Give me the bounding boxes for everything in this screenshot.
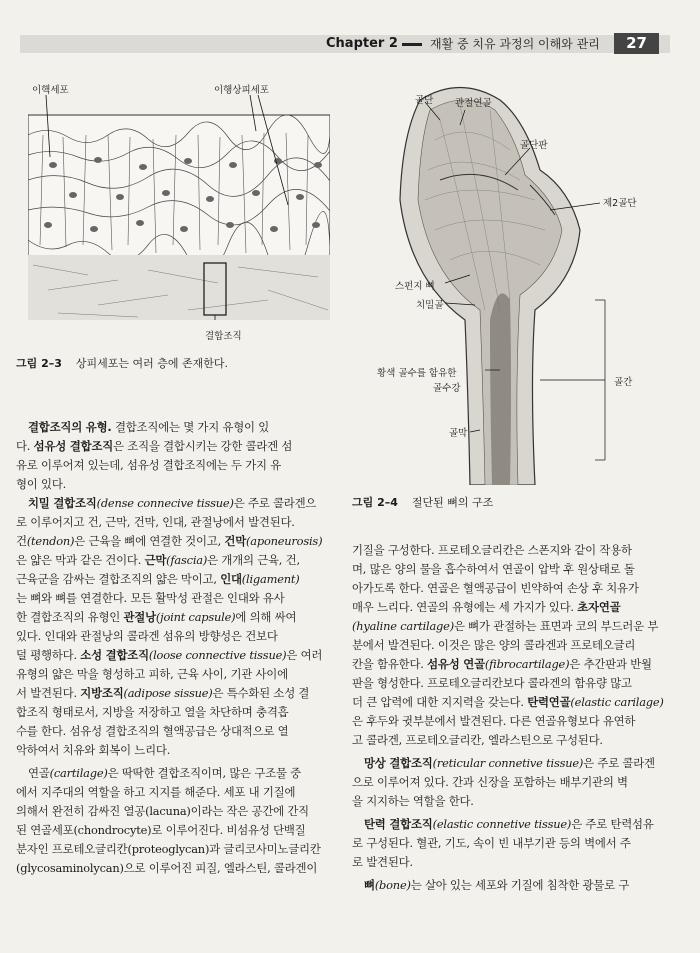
text-line: 유로 이루어져 있는데, 섬유성 결합조직에는 두 가지 유: [16, 458, 282, 472]
text-line: [352, 754, 655, 773]
term-en: (reticular connetive tissue): [432, 756, 584, 770]
header-dash: [402, 43, 422, 46]
text-line: 합조직 형태로서, 지방을 저장하고 열을 차단하며 충격흡: [16, 705, 289, 719]
text-line: 된 연골세포(chondrocyte)로 이루어진다. 비섬유성 단백질: [16, 823, 306, 837]
term: 섬유성 연골: [427, 657, 485, 671]
text-line: (glycosaminolycan)으로 이루어진 피질, 엘라스틴, 콜라겐이: [16, 861, 318, 875]
text: 근육군을 감싸는 결합조직의 얇은 막이고,: [16, 572, 221, 586]
bone-illustration: [340, 80, 685, 485]
text: 은 조직을 결합시키는 강한 콜라겐 섬: [113, 439, 293, 453]
text-line: 로 구성된다. 혈관, 기도, 속이 빈 내부기관 등의 벽에서 주: [352, 836, 631, 850]
term: 건막: [224, 534, 247, 548]
term: 지방조직: [80, 686, 124, 700]
text: 에 의해 싸여: [235, 610, 297, 624]
heading: 결합조직의 유형.: [28, 420, 112, 434]
term-en: (loose connective tissue): [148, 648, 287, 662]
term: 소성 결합조직: [80, 648, 149, 662]
text-line: 형이 있다.: [16, 477, 67, 491]
term-en: (cartilage): [49, 766, 108, 780]
text-line: [16, 646, 322, 665]
term: 인대: [220, 572, 242, 586]
term: 탄력 결합조직: [364, 817, 433, 831]
text: 건: [16, 534, 27, 548]
term-en: (tendon): [26, 534, 75, 548]
text-line: [16, 764, 301, 783]
caption-text: 상피세포는 여러 층에 존재한다.: [75, 357, 229, 370]
caption-text: 절단된 뼈의 구조: [411, 496, 494, 509]
page-number: 27: [614, 33, 659, 54]
text-line: 로 발견된다.: [352, 855, 413, 869]
text-line: 기질을 구성한다. 프로테오글리칸은 스폰지와 같이 작용하: [352, 543, 632, 557]
text-line: [16, 532, 322, 551]
text-line: 로 이루어지고 건, 근막, 건막, 인대, 관절낭에서 발견된다.: [16, 515, 295, 529]
text-line: 며, 많은 양의 물을 흡수하여서 연골이 압박 후 원상태로 돌: [352, 562, 635, 576]
term-en: (elastic carilage): [570, 695, 664, 709]
text: 매우 느리다. 연골의 유형에는 세 가지가 있다.: [352, 600, 578, 614]
text: 은 얇은 막과 같은 건이다.: [16, 553, 145, 567]
text-line: 의해서 완전히 감싸진 열공(lacuna)이라는 작은 공간에 간직: [16, 804, 309, 818]
text: 더 큰 압력에 대한 지지력을 갖는다.: [352, 695, 528, 709]
text: 연골: [28, 766, 50, 780]
text-line: 분에서 발견된다. 이것은 많은 양의 콜라겐과 프로테오글리: [352, 638, 636, 652]
text: 은 주로 콜라겐: [583, 756, 655, 770]
text-line: [352, 655, 652, 674]
text-line: [352, 617, 658, 636]
text-line: 유형의 얇은 막을 형성하고 피하, 근육 사이, 기관 사이에: [16, 667, 288, 681]
text: 칸을 함유한다.: [352, 657, 428, 671]
term-en: (aponeurosis): [246, 534, 323, 548]
text: 은 특수화된 소성 결: [212, 686, 310, 700]
label-spongy-bone: 스펀지 뼈: [395, 281, 435, 292]
epithelium-illustration: [28, 95, 330, 320]
term: 초자연골: [577, 600, 621, 614]
chapter-label: Chapter 2: [326, 36, 398, 51]
term: 섬유성 결합조직: [33, 439, 114, 453]
text-line: 분자인 프로테오글리칸(proteoglycan)과 글리코사미노글리칸: [16, 842, 321, 856]
term: 망상 결합조직: [364, 756, 433, 770]
term-en: (ligament): [241, 572, 300, 586]
label-yellow-marrow: 황색 골수를 함유한: [377, 368, 457, 379]
term-en: (dense connecive tissue): [96, 496, 234, 510]
term-en: (bone): [374, 878, 411, 892]
text: 다.: [16, 439, 34, 453]
term: 뼈: [364, 878, 375, 892]
label-epiphysis: 골단: [415, 95, 434, 106]
figure-2-4-caption: [352, 494, 493, 510]
term-en: (joint capsule): [155, 610, 236, 624]
label-articular-cartilage: 관절연골: [455, 98, 492, 109]
term-en: (hyaline cartilage): [352, 619, 454, 633]
text-line: 을 지지하는 역할을 한다.: [352, 794, 474, 808]
label-connective-tissue: 결합조직: [205, 331, 242, 342]
text-line: [352, 815, 654, 834]
text: 은 근육을 뼈에 연결한 것이고,: [74, 534, 225, 548]
caption-number: 그림 2–4: [352, 496, 398, 509]
text: 은 주로 탄력섬유: [571, 817, 654, 831]
text: 결합조직에는 몇 가지 유형이 있: [114, 420, 270, 434]
text-line: 는 뼈와 뼈를 연결한다. 모든 활막성 관절은 인대와 유사: [16, 591, 285, 605]
text: 서 발견된다.: [16, 686, 81, 700]
term: 치밀 결합조직: [28, 496, 97, 510]
term-en: (fascia): [166, 553, 208, 567]
text-line: [352, 876, 629, 895]
label-marrow-cavity: 골수강: [433, 383, 461, 394]
text-line: [16, 608, 296, 627]
text-line: [16, 494, 316, 513]
label-compact-bone: 치밀골: [416, 300, 444, 311]
text-line: 으로 이루어져 있다. 간과 신장을 포함하는 배부기관의 벽: [352, 775, 628, 789]
text-line: [16, 437, 292, 456]
text: 은 여러: [286, 648, 323, 662]
text-line: [352, 598, 620, 617]
label-epiphyseal-plate: 골단판: [520, 140, 548, 151]
term: 탄력연골: [527, 695, 571, 709]
text: 은 개개의 근육, 건,: [207, 553, 300, 567]
text-line: 판을 형성한다. 프로테오글리칸보다 콜라겐의 함유량 많고: [352, 676, 632, 690]
text: 은 딱딱한 결합조직이며, 많은 구조물 중: [107, 766, 301, 780]
term-en: (fibrocartilage): [484, 657, 570, 671]
label-stratified-epithelium: 이행상피세포: [214, 85, 270, 96]
text-line: 은 후두와 귓부분에서 발견된다. 다른 연골유형보다 유연하: [352, 714, 636, 728]
text-line: [16, 570, 300, 589]
text: 한 결합조직의 유형인: [16, 610, 124, 624]
text: 은 추간판과 반월: [569, 657, 652, 671]
text-line: 고 콜라겐, 프로테오글리칸, 엘라스틴으로 구성된다.: [352, 733, 603, 747]
text-line: [16, 684, 309, 703]
label-second-epiphysis: 제2골단: [603, 198, 637, 209]
text-line: [352, 693, 664, 712]
term-en: (adipose sissue): [123, 686, 213, 700]
term: 근막: [144, 553, 167, 567]
text: 은 주로 콜라겐으: [233, 496, 317, 510]
term-en: (elastic connetive tissue): [432, 817, 572, 831]
text-line: 악하여서 치유와 회복이 느리다.: [16, 743, 171, 757]
term: 관절낭: [123, 610, 156, 624]
text-line: 아가도록 한다. 연골은 혈액공급이 빈약하여 손상 후 치유가: [352, 581, 639, 595]
text-line: [16, 551, 300, 570]
figure-2-3-caption: [16, 355, 228, 371]
label-periosteum: 골막: [449, 428, 468, 439]
text: 덜 평행하다.: [16, 648, 81, 662]
text-line: 수를 한다. 섬유성 결합조직의 혈액공급은 상대적으로 열: [16, 724, 289, 738]
text-line: 있다. 인대와 관절낭의 콜라겐 섬유의 방향성은 건보다: [16, 629, 278, 643]
chapter-title: 재활 중 치유 과정의 이해와 관리: [430, 37, 600, 51]
text: 은 뼈가 관절하는 표면과 코의 부드러운 부: [453, 619, 659, 633]
label-diaphysis: 골간: [614, 377, 633, 388]
text-line: 에서 지주대의 역할을 하고 지지를 해준다. 세포 내 기질에: [16, 785, 296, 799]
text-line: [16, 418, 269, 437]
text: 는 살아 있는 세포와 기질에 침착한 광물로 구: [410, 878, 630, 892]
label-epithelial-cell: 이핵세포: [32, 85, 69, 96]
caption-number: 그림 2–3: [16, 357, 62, 370]
